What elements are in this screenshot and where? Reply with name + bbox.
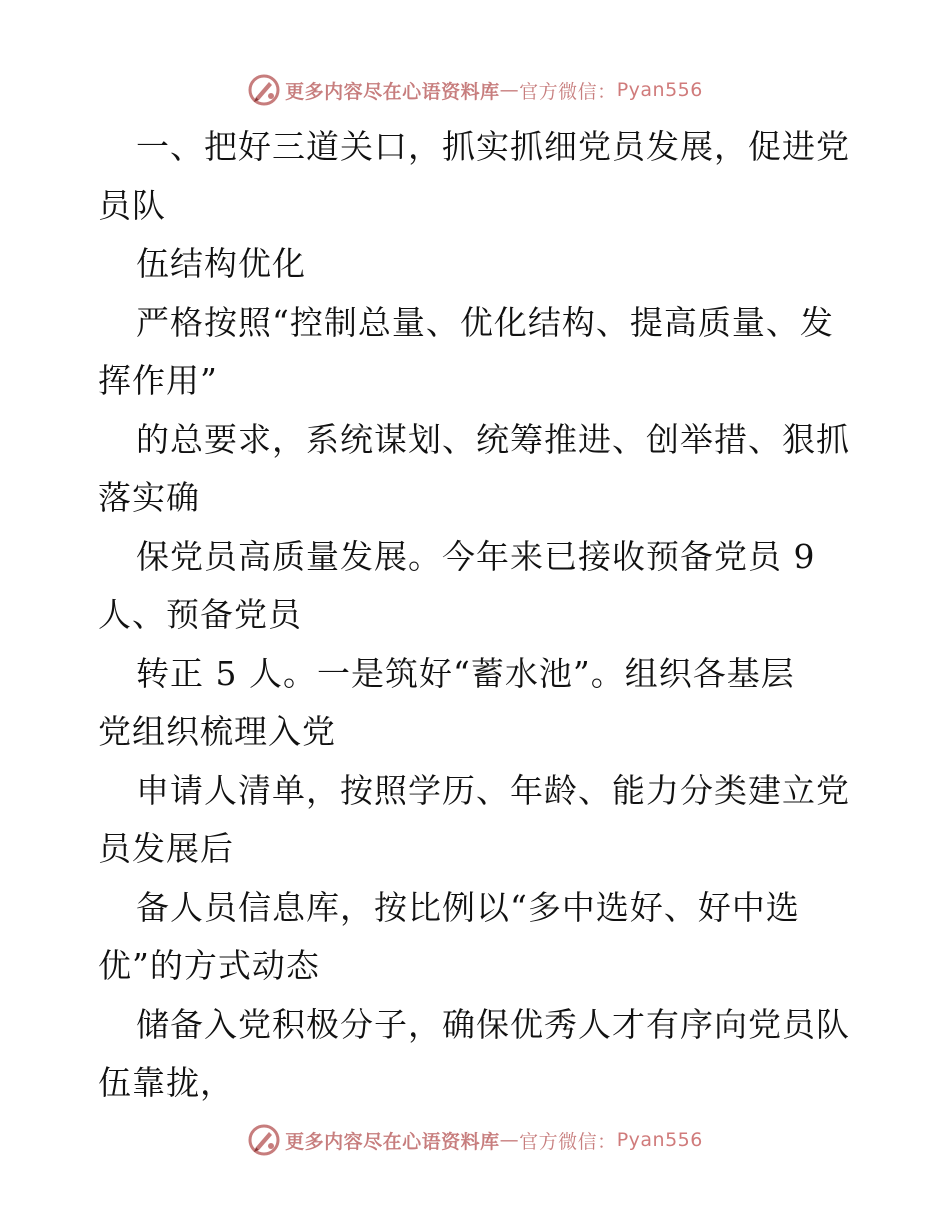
text-line: 转正 5 人。一是筑好“蓄水池”。组织各基层: [136, 653, 795, 693]
watermark-wechat-id: Pyan556: [616, 79, 703, 101]
document-body: [98, 118, 858, 1113]
text-line: 备人员信息库，按比例以“多中选好、好中选: [136, 887, 800, 927]
text-line: 严格按照“控制总量、优化结构、提高质量、发: [136, 302, 834, 342]
text-line: 一、把好三道关口，抓实抓细党员发展，促进党: [136, 127, 850, 166]
watermark-separator: —: [499, 79, 520, 101]
watermark-wechat-id: Pyan556: [616, 1129, 703, 1151]
text-line: 人、预备党员: [98, 595, 302, 634]
text-line: 落实确: [98, 478, 200, 517]
pen-seal-logo-icon: [247, 1123, 281, 1157]
text-line: 保党员高质量发展。今年来已接收预备党员 9: [136, 536, 816, 576]
watermark-brand: 更多内容尽在心语资料库: [285, 80, 500, 103]
text-line: 员发展后: [98, 829, 234, 868]
watermark-brand: 更多内容尽在心语资料库: [285, 1130, 500, 1153]
text-line: 储备入党积极分子，确保优秀人才有序向党员队: [136, 1004, 850, 1044]
watermark-contact-label: 官方微信：: [519, 1130, 617, 1153]
footer-watermark: [0, 1120, 950, 1160]
text-line: 的总要求，系统谋划、统筹推进、创举措、狠抓: [136, 419, 850, 459]
text-line: 挥作用”: [98, 361, 218, 400]
watermark-contact-label: 官方微信：: [519, 80, 617, 103]
text-line: 申请人清单，按照学历、年龄、能力分类建立党: [136, 770, 850, 810]
text-line: 员队: [98, 185, 166, 225]
pen-seal-logo-icon: [247, 73, 281, 107]
header-watermark: [0, 70, 950, 110]
text-line: 优”的方式动态: [98, 946, 320, 985]
text-line: 伍靠拢，: [98, 1063, 234, 1102]
text-line: 伍结构优化: [136, 244, 306, 283]
watermark-separator: —: [499, 1129, 520, 1151]
text-line: 党组织梳理入党: [98, 712, 336, 751]
